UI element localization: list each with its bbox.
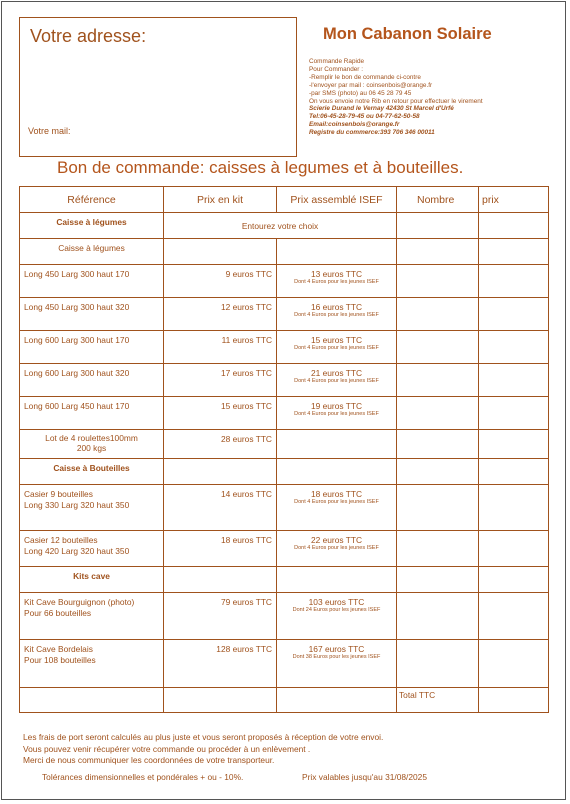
assembled-price[interactable]: 19 euros TTC Dont 4 Euros pour les jeunes ISEF	[277, 397, 397, 430]
quantity-cell[interactable]	[397, 298, 479, 331]
subsection-vegetable-boxes: Caisse à légumes	[20, 239, 164, 265]
info-phone: Tel:06-45-28-79-45 ou 04-77-62-50-58	[309, 113, 420, 121]
kit-price[interactable]: 12 euros TTC	[164, 298, 277, 331]
quantity-cell[interactable]	[397, 485, 479, 531]
header-assembled-price: Prix assemblé ISEF	[277, 187, 397, 213]
total-price-cell[interactable]	[479, 688, 549, 713]
info-line: -par SMS (photo) au 06 45 28 79 45	[309, 89, 412, 97]
info-line: -l'envoyer par mail : coinsenbois@orange.fr	[309, 81, 433, 89]
order-table	[19, 186, 549, 713]
info-line: Pour Commander :	[309, 65, 363, 73]
section-wine-cellar-kits: Kits cave	[20, 567, 164, 593]
quantity-cell[interactable]	[397, 213, 479, 239]
price-cell[interactable]	[479, 397, 549, 430]
price-cell[interactable]	[479, 485, 549, 531]
price-cell[interactable]	[479, 298, 549, 331]
address-box[interactable]	[19, 17, 297, 157]
price-cell[interactable]	[479, 364, 549, 397]
brand-title: Mon Cabanon Solaire	[323, 25, 492, 43]
price-cell[interactable]	[479, 459, 549, 485]
price-cell[interactable]	[479, 331, 549, 364]
choice-note: Entourez votre choix	[164, 213, 397, 239]
quantity-cell[interactable]	[397, 531, 479, 567]
assembled-price[interactable]: 103 euros TTC Dont 24 Euros pour les jeunes ISEF	[277, 593, 397, 640]
header-price: prix	[479, 187, 549, 213]
quantity-cell[interactable]	[397, 397, 479, 430]
kit-price[interactable]: 18 euros TTC	[164, 531, 277, 567]
validity-note: Prix valables jusqu'au 31/08/2025	[302, 772, 427, 782]
price-cell[interactable]	[479, 265, 549, 298]
price-cell[interactable]	[479, 213, 549, 239]
row-reference: Casier 12 bouteilles Long 420 Larg 320 haut 350	[20, 531, 164, 567]
kit-price[interactable]: 9 euros TTC	[164, 265, 277, 298]
quantity-cell[interactable]	[397, 459, 479, 485]
address-title: Votre adresse:	[30, 26, 147, 46]
assembled-price[interactable]: 18 euros TTC Dont 4 Euros pour les jeunes ISEF	[277, 485, 397, 531]
price-cell[interactable]	[479, 567, 549, 593]
row-reference: Long 600 Larg 300 haut 170	[20, 331, 164, 364]
kit-price[interactable]: 128 euros TTC	[164, 640, 277, 688]
assembled-price[interactable]: 167 euros TTC Dont 38 Euros pour les jeunes ISEF	[277, 640, 397, 688]
header-kit-price: Prix en kit	[164, 187, 277, 213]
quantity-cell[interactable]	[397, 239, 479, 265]
row-reference: Long 600 Larg 300 haut 320	[20, 364, 164, 397]
quantity-cell[interactable]	[397, 567, 479, 593]
info-line: -Remplir le bon de commande ci-contre	[309, 73, 421, 81]
row-reference: Casier 9 bouteilles Long 330 Larg 320 haut 350	[20, 485, 164, 531]
kit-price[interactable]: 14 euros TTC	[164, 485, 277, 531]
kit-price[interactable]: 28 euros TTC	[164, 430, 277, 459]
quantity-cell[interactable]	[397, 593, 479, 640]
footer-line: Merci de nous communiquer les coordonnées de votre transporteur.	[23, 755, 275, 765]
info-line: Commande Rapide	[309, 58, 365, 65]
quantity-cell[interactable]	[397, 430, 479, 459]
kit-price[interactable]: 15 euros TTC	[164, 397, 277, 430]
assembled-price[interactable]: 15 euros TTC Dont 4 Euros pour les jeunes ISEF	[277, 331, 397, 364]
footer-line: Vous pouvez venir récupérer votre commande ou procéder à un enlèvement .	[23, 743, 311, 754]
tolerance-note: Tolérances dimensionnelles et pondérales + ou - 10%.	[42, 772, 244, 782]
total-label: Total TTC	[397, 688, 479, 713]
price-cell[interactable]	[479, 640, 549, 688]
row-reference: Long 450 Larg 300 haut 170	[20, 265, 164, 298]
assembled-price[interactable]: 13 euros TTC Dont 4 Euros pour les jeunes ISEF	[277, 265, 397, 298]
assembled-price[interactable]: 22 euros TTC Dont 4 Euros pour les jeunes ISEF	[277, 531, 397, 567]
assembled-price[interactable]: 21 euros TTC Dont 4 Euros pour les jeunes ISEF	[277, 364, 397, 397]
header-quantity: Nombre	[397, 187, 479, 213]
price-cell[interactable]	[479, 239, 549, 265]
quantity-cell[interactable]	[397, 364, 479, 397]
mail-label: Votre mail:	[28, 126, 71, 136]
info-registry: Registre du commerce:393 706 346 00011	[309, 129, 435, 137]
row-reference: Kit Cave Bourguignon (photo) Pour 66 bouteilles	[20, 593, 164, 640]
footer-notes	[23, 732, 383, 767]
info-email[interactable]: Email:coinsenbois@orange.fr	[309, 121, 400, 129]
quantity-cell[interactable]	[397, 331, 479, 364]
quantity-cell[interactable]	[397, 640, 479, 688]
order-info	[309, 58, 483, 137]
row-reference-roulettes: Lot de 4 roulettes100mm 200 kgs	[20, 430, 164, 459]
kit-price[interactable]: 17 euros TTC	[164, 364, 277, 397]
page-title: Bon de commande: caisses à legumes et à bouteilles.	[57, 158, 464, 177]
price-cell[interactable]	[479, 430, 549, 459]
section-vegetable-boxes: Caisse à légumes	[20, 213, 164, 239]
quantity-cell[interactable]	[397, 265, 479, 298]
footer-line: Les frais de port seront calculés au plus juste et vous seront proposés à réception de votre envoi.	[23, 732, 384, 742]
assembled-price[interactable]: 16 euros TTC Dont 4 Euros pour les jeunes ISEF	[277, 298, 397, 331]
price-cell[interactable]	[479, 531, 549, 567]
row-reference: Long 600 Larg 450 haut 170	[20, 397, 164, 430]
kit-price[interactable]: 79 euros TTC	[164, 593, 277, 640]
info-address: Scierie Durand le Vernay 42430 St Marcel d'Urfé	[309, 105, 454, 113]
row-reference: Kit Cave Bordelais Pour 108 bouteilles	[20, 640, 164, 688]
kit-price[interactable]: 11 euros TTC	[164, 331, 277, 364]
section-bottle-boxes: Caisse à Bouteilles	[20, 459, 164, 485]
row-reference: Long 450 Larg 300 haut 320	[20, 298, 164, 331]
price-cell[interactable]	[479, 593, 549, 640]
header-reference: Référence	[20, 187, 164, 213]
info-line: On vous envoie notre Rib en retour pour effectuer le virement	[309, 97, 483, 105]
